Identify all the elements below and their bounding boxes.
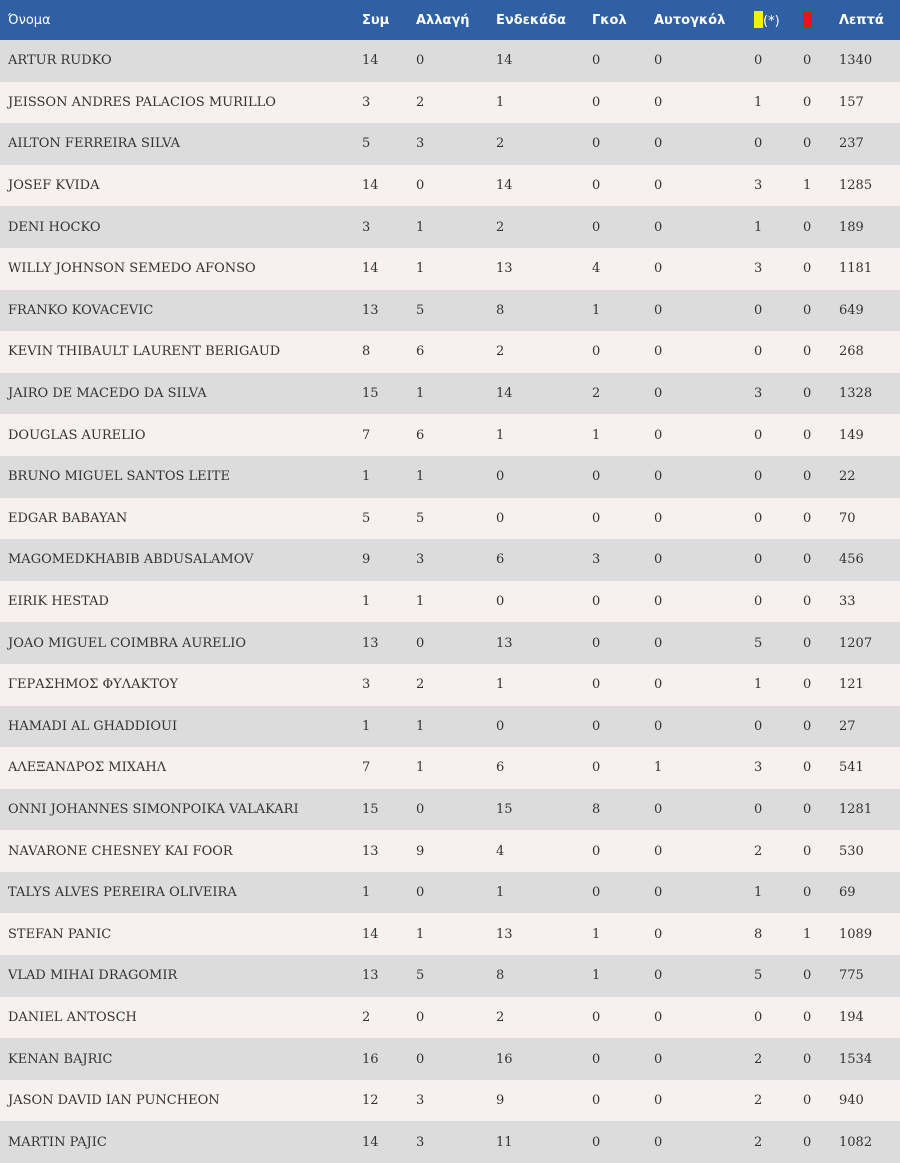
goals-cell: 0 [592, 1093, 601, 1109]
yellow-cards-cell: 3 [754, 261, 763, 277]
starts-cell: 13 [496, 635, 513, 651]
goals-cell: 1 [592, 968, 601, 984]
minutes-cell: 1281 [839, 801, 873, 817]
own-goals-cell: 0 [654, 427, 663, 443]
red-cards-cell: 0 [803, 94, 812, 110]
player-name-cell[interactable]: JOSEF KVIDA [8, 178, 100, 194]
starts-cell: 14 [496, 53, 513, 69]
table-row [0, 789, 900, 831]
apps-cell: 1 [362, 594, 371, 610]
apps-cell: 3 [362, 219, 371, 235]
player-name-cell[interactable]: DANIEL ANTOSCH [8, 1009, 137, 1025]
yellow-cards-cell: 2 [754, 1051, 763, 1067]
own-goals-cell: 0 [654, 510, 663, 526]
apps-cell: 3 [362, 94, 371, 110]
apps-cell: 3 [362, 677, 371, 693]
table-row [0, 456, 900, 498]
subs-cell: 6 [416, 344, 425, 360]
goals-cell: 0 [592, 635, 601, 651]
starts-cell: 0 [496, 510, 505, 526]
own-goals-cell: 1 [654, 760, 663, 776]
yellow-cards-cell: 0 [754, 53, 763, 69]
subs-cell: 0 [416, 1009, 425, 1025]
apps-cell: 13 [362, 302, 379, 318]
red-cards-cell: 0 [803, 53, 812, 69]
own-goals-cell: 0 [654, 1051, 663, 1067]
player-name-cell[interactable]: ΓΕΡΑΣΗΜΟΣ ΦΥΛΑΚΤΟΥ [8, 677, 179, 693]
player-name-cell[interactable]: ONNI JOHANNES SIMONPOIKA VALAKARI [8, 801, 299, 817]
yellow-cards-cell: 5 [754, 635, 763, 651]
apps-cell: 7 [362, 760, 371, 776]
apps-cell: 13 [362, 843, 379, 859]
table-row [0, 581, 900, 623]
red-cards-cell: 0 [803, 968, 812, 984]
minutes-cell: 1089 [839, 926, 873, 942]
minutes-cell: 69 [839, 885, 856, 901]
yellow-cards-cell: 1 [754, 885, 763, 901]
table-row [0, 913, 900, 955]
goals-cell: 0 [592, 94, 601, 110]
minutes-cell: 1285 [839, 178, 873, 194]
subs-cell: 0 [416, 635, 425, 651]
col-header-apps[interactable]: Συμ [362, 12, 390, 28]
subs-cell: 1 [416, 760, 425, 776]
own-goals-cell: 0 [654, 344, 663, 360]
minutes-cell: 157 [839, 94, 864, 110]
red-cards-cell: 0 [803, 469, 812, 485]
red-cards-cell: 0 [803, 136, 812, 152]
goals-cell: 0 [592, 344, 601, 360]
minutes-cell: 541 [839, 760, 864, 776]
own-goals-cell: 0 [654, 302, 663, 318]
starts-cell: 9 [496, 1093, 505, 1109]
apps-cell: 15 [362, 386, 379, 402]
goals-cell: 3 [592, 552, 601, 568]
apps-cell: 12 [362, 1093, 379, 1109]
goals-cell: 0 [592, 510, 601, 526]
red-cards-cell: 0 [803, 510, 812, 526]
apps-cell: 5 [362, 136, 371, 152]
subs-cell: 0 [416, 885, 425, 901]
player-name-cell[interactable]: JAIRO DE MACEDO DA SILVA [8, 386, 207, 402]
minutes-cell: 1207 [839, 635, 873, 651]
goals-cell: 0 [592, 136, 601, 152]
apps-cell: 7 [362, 427, 371, 443]
minutes-cell: 70 [839, 510, 856, 526]
table-row [0, 123, 900, 165]
minutes-cell: 121 [839, 677, 864, 693]
subs-cell: 2 [416, 94, 425, 110]
player-name-cell[interactable]: JEISSON ANDRES PALACIOS MURILLO [8, 94, 276, 110]
player-name-cell[interactable]: JOAO MIGUEL COIMBRA AURELIO [8, 635, 247, 651]
goals-cell: 0 [592, 885, 601, 901]
yellow-cards-cell: 0 [754, 801, 763, 817]
minutes-cell: 27 [839, 718, 856, 734]
starts-cell: 2 [496, 1009, 505, 1025]
goals-cell: 0 [592, 1134, 601, 1150]
goals-cell: 1 [592, 302, 601, 318]
table-row [0, 206, 900, 248]
starts-cell: 6 [496, 760, 505, 776]
own-goals-cell: 0 [654, 1093, 663, 1109]
red-cards-cell: 0 [803, 1009, 812, 1025]
goals-cell: 0 [592, 760, 601, 776]
goals-cell: 1 [592, 926, 601, 942]
yellow-cards-cell: 0 [754, 594, 763, 610]
minutes-cell: 1328 [839, 386, 873, 402]
subs-cell: 3 [416, 1093, 425, 1109]
player-name-cell[interactable]: VLAD MIHAI DRAGOMIR [8, 968, 178, 984]
yellow-card-icon [754, 11, 763, 28]
subs-cell: 3 [416, 136, 425, 152]
red-cards-cell: 1 [803, 926, 812, 942]
apps-cell: 13 [362, 635, 379, 651]
minutes-cell: 530 [839, 843, 864, 859]
minutes-cell: 940 [839, 1093, 864, 1109]
starts-cell: 1 [496, 885, 505, 901]
yellow-cards-cell: 1 [754, 219, 763, 235]
subs-cell: 1 [416, 718, 425, 734]
apps-cell: 14 [362, 178, 379, 194]
player-name-cell[interactable]: FRANKO KOVACEVIC [8, 302, 154, 318]
own-goals-cell: 0 [654, 718, 663, 734]
starts-cell: 1 [496, 94, 505, 110]
starts-cell: 6 [496, 552, 505, 568]
own-goals-cell: 0 [654, 386, 663, 402]
player-name-cell[interactable]: MARTIN PAJIC [8, 1134, 107, 1150]
table-row [0, 872, 900, 914]
subs-cell: 1 [416, 926, 425, 942]
minutes-cell: 649 [839, 302, 864, 318]
yellow-cards-cell: 0 [754, 344, 763, 360]
apps-cell: 1 [362, 718, 371, 734]
apps-cell: 1 [362, 885, 371, 901]
minutes-cell: 237 [839, 136, 864, 152]
apps-cell: 8 [362, 344, 371, 360]
red-cards-cell: 0 [803, 261, 812, 277]
apps-cell: 16 [362, 1051, 379, 1067]
own-goals-cell: 0 [654, 677, 663, 693]
own-goals-cell: 0 [654, 1134, 663, 1150]
table-header-row [0, 0, 900, 40]
apps-cell: 14 [362, 926, 379, 942]
minutes-cell: 22 [839, 469, 856, 485]
yellow-cards-cell: 0 [754, 1009, 763, 1025]
goals-cell: 0 [592, 718, 601, 734]
table-row [0, 373, 900, 415]
goals-cell: 1 [592, 427, 601, 443]
minutes-cell: 268 [839, 344, 864, 360]
table-row [0, 955, 900, 997]
goals-cell: 8 [592, 801, 601, 817]
player-name-cell[interactable]: STEFAN PANIC [8, 926, 112, 942]
table-row [0, 830, 900, 872]
own-goals-cell: 0 [654, 261, 663, 277]
table-row [0, 664, 900, 706]
minutes-cell: 1340 [839, 53, 873, 69]
minutes-cell: 1181 [839, 261, 873, 277]
minutes-cell: 194 [839, 1009, 864, 1025]
yellow-cards-cell: 2 [754, 1093, 763, 1109]
starts-cell: 0 [496, 469, 505, 485]
starts-cell: 13 [496, 926, 513, 942]
own-goals-cell: 0 [654, 635, 663, 651]
starts-cell: 15 [496, 801, 513, 817]
own-goals-cell: 0 [654, 885, 663, 901]
table-row [0, 997, 900, 1039]
player-name-cell[interactable]: TALYS ALVES PEREIRA OLIVEIRA [8, 885, 237, 901]
starts-cell: 0 [496, 718, 505, 734]
yellow-cards-cell: 0 [754, 427, 763, 443]
subs-cell: 1 [416, 386, 425, 402]
starts-cell: 4 [496, 843, 505, 859]
player-name-cell[interactable]: ΑΛΕΞΑΝΔΡΟΣ ΜΙΧΑΗΛ [8, 760, 167, 776]
own-goals-cell: 0 [654, 926, 663, 942]
subs-cell: 0 [416, 53, 425, 69]
red-cards-cell: 0 [803, 1051, 812, 1067]
own-goals-cell: 0 [654, 53, 663, 69]
goals-cell: 0 [592, 677, 601, 693]
goals-cell: 0 [592, 843, 601, 859]
yellow-cards-cell: 0 [754, 718, 763, 734]
own-goals-cell: 0 [654, 178, 663, 194]
own-goals-cell: 0 [654, 594, 663, 610]
yellow-cards-cell: 3 [754, 760, 763, 776]
yellow-cards-cell: 5 [754, 968, 763, 984]
apps-cell: 14 [362, 1134, 379, 1150]
table-row [0, 706, 900, 748]
apps-cell: 14 [362, 261, 379, 277]
player-name-cell[interactable]: DENI HOCKO [8, 219, 101, 235]
own-goals-cell: 0 [654, 219, 663, 235]
col-header-subs[interactable]: Αλλαγή [416, 12, 470, 28]
red-cards-cell: 0 [803, 718, 812, 734]
table-row [0, 414, 900, 456]
red-cards-cell: 0 [803, 427, 812, 443]
player-name-cell[interactable]: MAGOMEDKHABIB ABDUSALAMOV [8, 552, 254, 568]
red-cards-cell: 0 [803, 552, 812, 568]
red-cards-cell: 0 [803, 885, 812, 901]
red-cards-cell: 0 [803, 302, 812, 318]
red-cards-cell: 0 [803, 760, 812, 776]
apps-cell: 5 [362, 510, 371, 526]
red-cards-cell: 0 [803, 635, 812, 651]
table-row [0, 498, 900, 540]
subs-cell: 3 [416, 1134, 425, 1150]
player-name-cell[interactable]: AILTON FERREIRA SILVA [8, 136, 180, 152]
own-goals-cell: 0 [654, 843, 663, 859]
table-row [0, 40, 900, 82]
starts-cell: 2 [496, 136, 505, 152]
table-row [0, 82, 900, 124]
starts-cell: 14 [496, 178, 513, 194]
goals-cell: 0 [592, 178, 601, 194]
table-body [0, 40, 900, 1163]
red-cards-cell: 1 [803, 178, 812, 194]
yellow-card-mark: (*) [763, 14, 780, 29]
subs-cell: 5 [416, 302, 425, 318]
table-row [0, 747, 900, 789]
apps-cell: 2 [362, 1009, 371, 1025]
col-header-minutes[interactable]: Λεπτά [839, 12, 884, 28]
own-goals-cell: 0 [654, 94, 663, 110]
col-header-own-goals[interactable]: Αυτογκόλ [654, 12, 726, 28]
subs-cell: 5 [416, 968, 425, 984]
subs-cell: 1 [416, 594, 425, 610]
player-name-cell[interactable]: BRUNO MIGUEL SANTOS LEITE [8, 469, 230, 485]
apps-cell: 9 [362, 552, 371, 568]
goals-cell: 4 [592, 261, 601, 277]
yellow-cards-cell: 3 [754, 178, 763, 194]
red-cards-cell: 0 [803, 386, 812, 402]
minutes-cell: 775 [839, 968, 864, 984]
goals-cell: 0 [592, 219, 601, 235]
red-cards-cell: 0 [803, 801, 812, 817]
subs-cell: 1 [416, 219, 425, 235]
yellow-cards-cell: 8 [754, 926, 763, 942]
goals-cell: 0 [592, 594, 601, 610]
apps-cell: 14 [362, 53, 379, 69]
player-name-cell[interactable]: EDGAR BABAYAN [8, 510, 128, 526]
red-cards-cell: 0 [803, 677, 812, 693]
table-row [0, 539, 900, 581]
goals-cell: 0 [592, 1009, 601, 1025]
red-cards-cell: 0 [803, 1093, 812, 1109]
starts-cell: 13 [496, 261, 513, 277]
starts-cell: 16 [496, 1051, 513, 1067]
yellow-cards-cell: 2 [754, 843, 763, 859]
subs-cell: 5 [416, 510, 425, 526]
starts-cell: 2 [496, 219, 505, 235]
yellow-cards-cell: 2 [754, 1134, 763, 1150]
red-cards-cell: 0 [803, 219, 812, 235]
subs-cell: 3 [416, 552, 425, 568]
minutes-cell: 1082 [839, 1134, 873, 1150]
player-name-cell[interactable]: JASON DAVID IAN PUNCHEON [8, 1093, 220, 1109]
col-header-starts[interactable]: Ενδεκάδα [496, 12, 566, 28]
yellow-cards-cell: 0 [754, 552, 763, 568]
red-card-icon [803, 11, 812, 28]
red-cards-cell: 0 [803, 1134, 812, 1150]
yellow-cards-cell: 1 [754, 677, 763, 693]
table-row [0, 248, 900, 290]
yellow-cards-cell: 0 [754, 469, 763, 485]
subs-cell: 2 [416, 677, 425, 693]
subs-cell: 1 [416, 261, 425, 277]
yellow-cards-cell: 0 [754, 510, 763, 526]
table-row [0, 290, 900, 332]
own-goals-cell: 0 [654, 801, 663, 817]
starts-cell: 8 [496, 302, 505, 318]
table-row [0, 331, 900, 373]
starts-cell: 11 [496, 1134, 513, 1150]
goals-cell: 2 [592, 386, 601, 402]
player-name-cell[interactable]: KENAN BAJRIC [8, 1051, 113, 1067]
apps-cell: 15 [362, 801, 379, 817]
apps-cell: 13 [362, 968, 379, 984]
minutes-cell: 149 [839, 427, 864, 443]
minutes-cell: 456 [839, 552, 864, 568]
table-row [0, 1038, 900, 1080]
table-row [0, 1080, 900, 1122]
table-row [0, 1121, 900, 1163]
player-name-cell[interactable]: DOUGLAS AURELIO [8, 427, 146, 443]
player-name-cell[interactable]: NAVARONE CHESNEY KAI FOOR [8, 843, 233, 859]
player-name-cell[interactable]: KEVIN THIBAULT LAURENT BERIGAUD [8, 344, 281, 360]
red-cards-cell: 0 [803, 594, 812, 610]
col-header-name[interactable]: Όνομα [8, 12, 51, 28]
yellow-cards-cell: 1 [754, 94, 763, 110]
apps-cell: 1 [362, 469, 371, 485]
own-goals-cell: 0 [654, 552, 663, 568]
minutes-cell: 189 [839, 219, 864, 235]
goals-cell: 0 [592, 1051, 601, 1067]
table-row [0, 165, 900, 207]
own-goals-cell: 0 [654, 469, 663, 485]
subs-cell: 0 [416, 801, 425, 817]
red-cards-cell: 0 [803, 843, 812, 859]
starts-cell: 1 [496, 427, 505, 443]
yellow-cards-cell: 0 [754, 302, 763, 318]
player-name-cell[interactable]: WILLY JOHNSON SEMEDO AFONSO [8, 261, 256, 277]
subs-cell: 9 [416, 843, 425, 859]
yellow-cards-cell: 3 [754, 386, 763, 402]
starts-cell: 0 [496, 594, 505, 610]
subs-cell: 0 [416, 1051, 425, 1067]
table-row [0, 622, 900, 664]
player-name-cell[interactable]: ARTUR RUDKO [8, 53, 112, 69]
subs-cell: 1 [416, 469, 425, 485]
player-name-cell[interactable]: HAMADI AL GHADDIOUI [8, 718, 178, 734]
col-header-goals[interactable]: Γκολ [592, 12, 627, 28]
subs-cell: 0 [416, 178, 425, 194]
goals-cell: 0 [592, 53, 601, 69]
goals-cell: 0 [592, 469, 601, 485]
yellow-cards-cell: 0 [754, 136, 763, 152]
minutes-cell: 33 [839, 594, 856, 610]
col-header-red-cards[interactable] [803, 0, 839, 40]
starts-cell: 2 [496, 344, 505, 360]
starts-cell: 8 [496, 968, 505, 984]
minutes-cell: 1534 [839, 1051, 873, 1067]
own-goals-cell: 0 [654, 968, 663, 984]
player-name-cell[interactable]: EIRIK HESTAD [8, 594, 109, 610]
subs-cell: 6 [416, 427, 425, 443]
starts-cell: 1 [496, 677, 505, 693]
own-goals-cell: 0 [654, 1009, 663, 1025]
col-header-yellow-cards[interactable] [754, 0, 803, 40]
starts-cell: 14 [496, 386, 513, 402]
own-goals-cell: 0 [654, 136, 663, 152]
red-cards-cell: 0 [803, 344, 812, 360]
